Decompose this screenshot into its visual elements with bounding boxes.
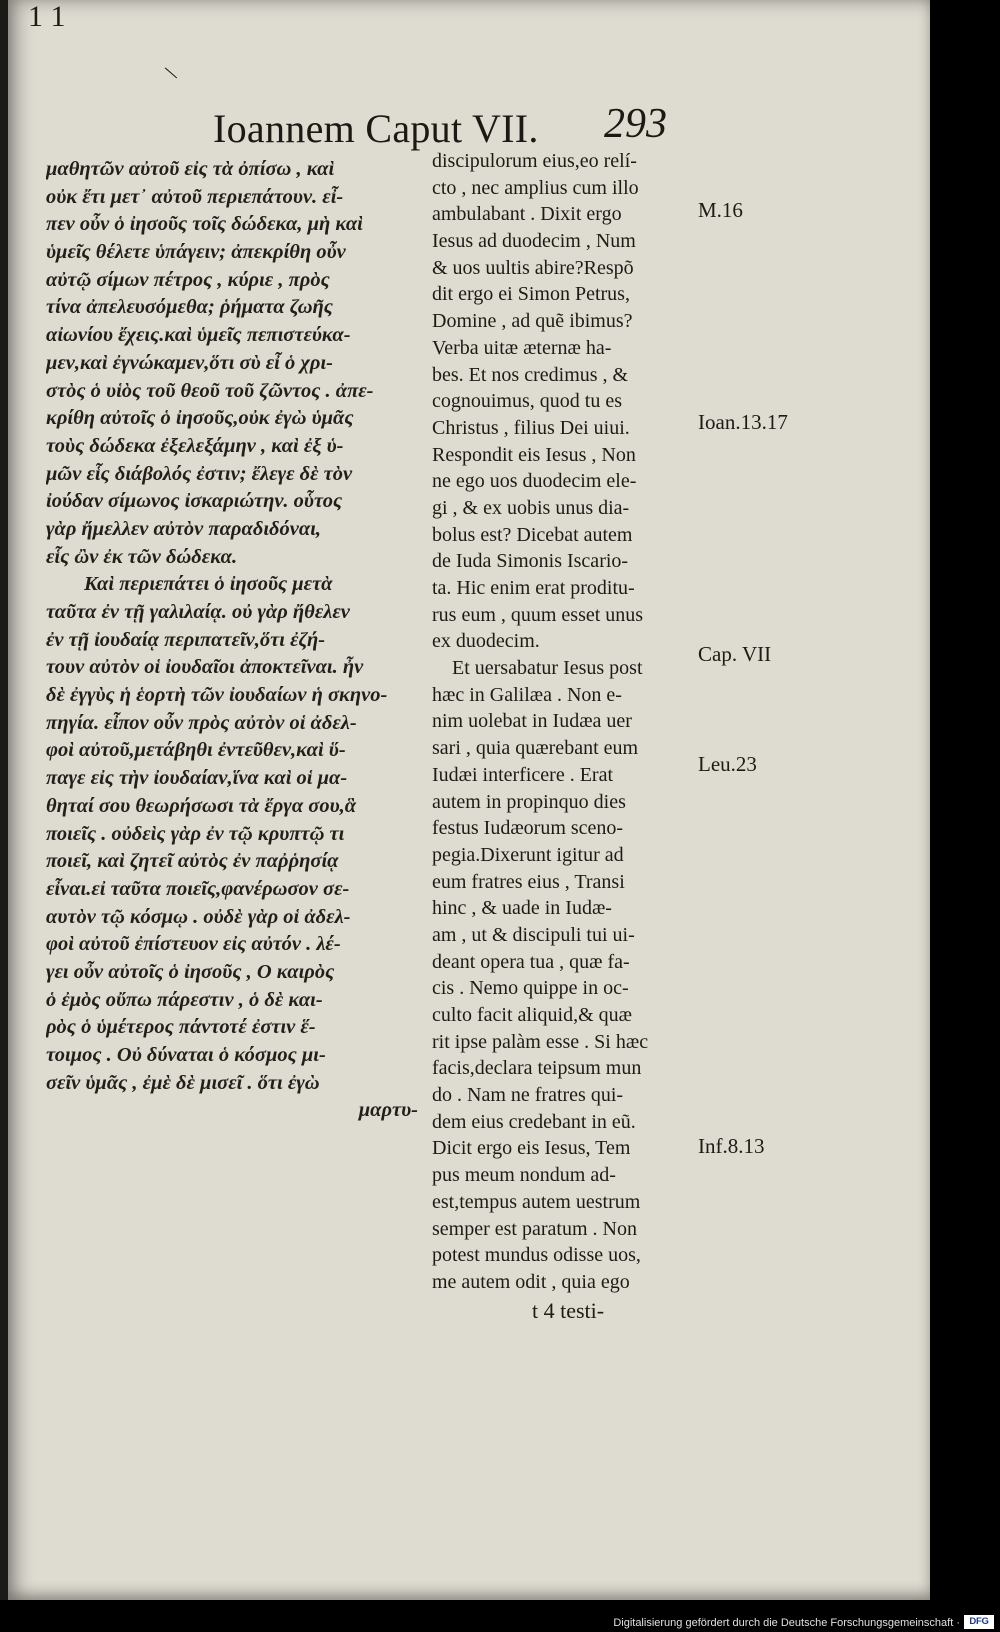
latin-line: nim uolebat in Iudæa uer [432, 710, 632, 733]
margin-note: M.16 [698, 198, 743, 222]
greek-line: τουν αὐτὸν οἱ ἰουδαῖοι ἀποκτεῖναι. ἦν [46, 656, 364, 679]
greek-line: πεν οὖν ὁ ἰησοῦς τοῖς δώδεκα, μὴ καὶ [46, 213, 363, 236]
greek-line: παγε εἰς τὴν ἰουδαίαν,ἵνα καὶ οἱ μα- [46, 767, 348, 790]
greek-line: θηταί σου θεωρήσωσι τὰ ἔργα σου,ἃ [46, 794, 357, 817]
latin-line: me autem odit , quia ego [432, 1270, 630, 1293]
latin-line: Et uersabatur Iesus post [452, 657, 643, 680]
latin-line: dit ergo ei Simon Petrus, [432, 283, 630, 306]
latin-line: Iesus ad duodecim , Num [432, 230, 636, 253]
latin-line: rit ipse palàm esse . Si hæc [432, 1030, 649, 1053]
corner-marks: 1 1 [28, 0, 66, 33]
latin-line: bes. Et nos credimus , & [432, 363, 629, 386]
greek-line: φοὶ αὐτοῦ,μετάβηθι ἐντεῦθεν,καὶ ὕ- [46, 739, 346, 762]
latin-line: facis,declara teipsum mun [432, 1057, 642, 1080]
latin-line: potest mundus odisse uos, [432, 1244, 641, 1267]
latin-line: dem eius credebant in eũ. [432, 1110, 636, 1133]
latin-line: Iudæi interficere . Erat [432, 763, 614, 786]
running-head: Ioannem Caput VII. [213, 106, 539, 151]
latin-line: & uos uultis abire?Respõ [432, 256, 634, 279]
greek-line: ἐν τῇ ἰουδαίᾳ περιπατεῖν,ὅτι ἐζή- [46, 628, 326, 651]
latin-line: festus Iudæorum sceno- [432, 817, 624, 840]
latin-line: est,tempus autem uestrum [432, 1190, 641, 1213]
latin-line: cto , nec amplius cum illo [432, 176, 639, 199]
greek-line: ὑμεῖς θέλετε ὑπάγειν; ἀπεκρίθη οὖν [46, 241, 346, 264]
greek-line: αὐτῷ σίμων πέτρος , κύριε , πρὸς [46, 268, 330, 291]
book-page [8, 0, 930, 1600]
greek-line: φοὶ αὐτοῦ ἐπίστευον εἰς αὐτόν . λέ- [46, 933, 341, 956]
latin-column [432, 150, 694, 1324]
greek-line: τοιμος . Οὐ δύναται ὁ κόσμος μι- [46, 1044, 326, 1066]
signature-catchword: t 4 testi- [532, 1297, 605, 1323]
latin-line: rus eum , quum esset unus [432, 603, 644, 626]
latin-line: pegia.Dixerunt igitur ad [432, 843, 624, 866]
greek-catchword: μαρτυ- [358, 1099, 418, 1122]
greek-line: σεῖν ὑμᾶς , ἐμὲ δὲ μισεῖ . ὅτι ἐγὼ [46, 1071, 320, 1094]
funding-credit: Digitalisierung gefördert durch die Deutsche Forschungsgemeinschaft · [613, 1617, 960, 1629]
latin-line: Christus , filius Dei uiui. [432, 416, 630, 439]
latin-line: Domine , ad quẽ ibimus? [432, 310, 633, 333]
latin-line: cis . Nemo quippe in oc- [432, 977, 629, 1000]
margin-note: Ioan.13.17 [698, 410, 788, 434]
greek-line: μῶν εἷς διάβολός ἐστιν; ἔλεγε δὲ τὸν [46, 462, 353, 485]
greek-line: στὸς ὁ υἱὸς τοῦ θεοῦ τοῦ ζῶντος . ἀπε- [46, 379, 374, 402]
greek-line: εἶναι.εἰ ταῦτα ποιεῖς,φανέρωσον σε- [46, 877, 350, 900]
latin-line: discipulorum eius,eo relí- [432, 150, 637, 172]
latin-line: bolus est? Dicebat autem [432, 523, 633, 546]
latin-line: am , ut & discipuli tui ui- [432, 923, 635, 946]
greek-line: εἷς ὢν ἐκ τῶν δώδεκα. [46, 545, 238, 568]
greek-line: οὐκ ἔτι μετ᾽ αὐτοῦ περιεπάτουν. εἶ- [46, 185, 344, 208]
greek-line: ποιεῖ, καὶ ζητεῖ αὐτὸς ἐν παῤῥησίᾳ [46, 850, 339, 873]
latin-line: do . Nam ne fratres qui- [432, 1084, 624, 1107]
latin-line: ex duodecim. [432, 630, 540, 653]
latin-line: cognouimus, quod tu es [432, 390, 622, 413]
margin-note: Inf.8.13 [698, 1134, 765, 1158]
latin-line: Verba uitæ æternæ ha- [432, 336, 612, 359]
greek-line: ταῦτα ἐν τῇ γαλιλαίᾳ. οὐ γὰρ ἤθελεν [46, 601, 350, 623]
ink-stroke-mark: \ [161, 60, 180, 85]
margin-note: Leu.23 [698, 752, 757, 776]
latin-line: deant opera tua , quæ fa- [432, 950, 630, 973]
greek-line: Καὶ περιεπάτει ὁ ἰησοῦς μετὰ [84, 573, 333, 596]
latin-line: Dicit ergo eis Iesus, Tem [432, 1137, 631, 1160]
latin-line: gi , & ex uobis unus dia- [432, 496, 630, 519]
dfg-logo: DFG [964, 1615, 994, 1629]
greek-line: ὁ ἐμὸς οὔπω πάρεστιν , ὁ δὲ και- [46, 988, 323, 1011]
greek-line: ρὸς ὁ ὑμέτερος πάντοτέ ἐστιν ἕ- [46, 1016, 316, 1039]
greek-line: πηγία. εἶπον οὖν πρὸς αὐτὸν οἱ ἀδελ- [46, 711, 357, 734]
latin-line: culto facit aliquid,& quæ [432, 1004, 632, 1026]
greek-line: μαθητῶν αὐτοῦ εἰς τὰ ὀπίσω , καὶ [46, 158, 335, 180]
greek-line: μεν,καὶ ἐγνώκαμεν,ὅτι σὺ εἶ ὁ χρι- [46, 351, 333, 374]
latin-line: ne ego uos duodecim ele- [432, 470, 637, 493]
latin-line: autem in propinquo dies [432, 790, 626, 813]
latin-line: de Iuda Simonis Iscario- [432, 550, 629, 573]
greek-line: γὰρ ἤμελλεν αὐτὸν παραδιδόναι, [46, 517, 322, 540]
greek-line: ποιεῖς . οὐδεὶς γὰρ ἐν τῷ κρυπτῷ τι [46, 822, 345, 845]
latin-line: ta. Hic enim erat proditu- [432, 577, 635, 599]
greek-line: αυτὸν τῷ κόσμῳ . οὐδὲ γὰρ οἱ ἀδελ- [46, 905, 351, 928]
greek-line: κρίθη αὐτοῖς ὁ ἰησοῦς,οὐκ ἐγὼ ὑμᾶς [46, 407, 354, 430]
greek-line: ἰούδαν σίμωνος ἰσκαριώτην. οὗτος [46, 490, 343, 513]
latin-line: eum fratres eius , Transi [432, 870, 625, 893]
latin-line: ambulabant . Dixit ergo [432, 203, 622, 226]
page-number: 293 [604, 101, 667, 147]
greek-line: γει οὖν αὐτοῖς ὁ ἰησοῦς , Ο καιρὸς [46, 960, 335, 983]
latin-line: hæc in Galilæa . Non e- [432, 683, 622, 706]
latin-line: Respondit eis Iesus , Non [432, 443, 636, 466]
latin-line: semper est paratum . Non [432, 1217, 637, 1240]
latin-line: sari , quia quærebant eum [432, 737, 639, 760]
greek-line: τίνα ἀπελευσόμεθα; ῥήματα ζωῆς [46, 296, 333, 319]
greek-line: δὲ ἐγγὺς ἡ ἑορτὴ τῶν ἰουδαίων ἡ σκηνο- [46, 684, 388, 707]
greek-column [46, 158, 430, 1127]
latin-line: hinc , & uade in Iudæ- [432, 897, 612, 920]
latin-line: pus meum nondum ad- [432, 1164, 616, 1187]
greek-line: αἰωνίου ἔχεις.καὶ ὑμεῖς πεπιστεύκα- [46, 324, 351, 347]
margin-note: Cap. VII [698, 642, 772, 666]
greek-line: τοὺς δώδεκα ἐξελεξάμην , καὶ ἐξ ὑ- [46, 434, 344, 457]
